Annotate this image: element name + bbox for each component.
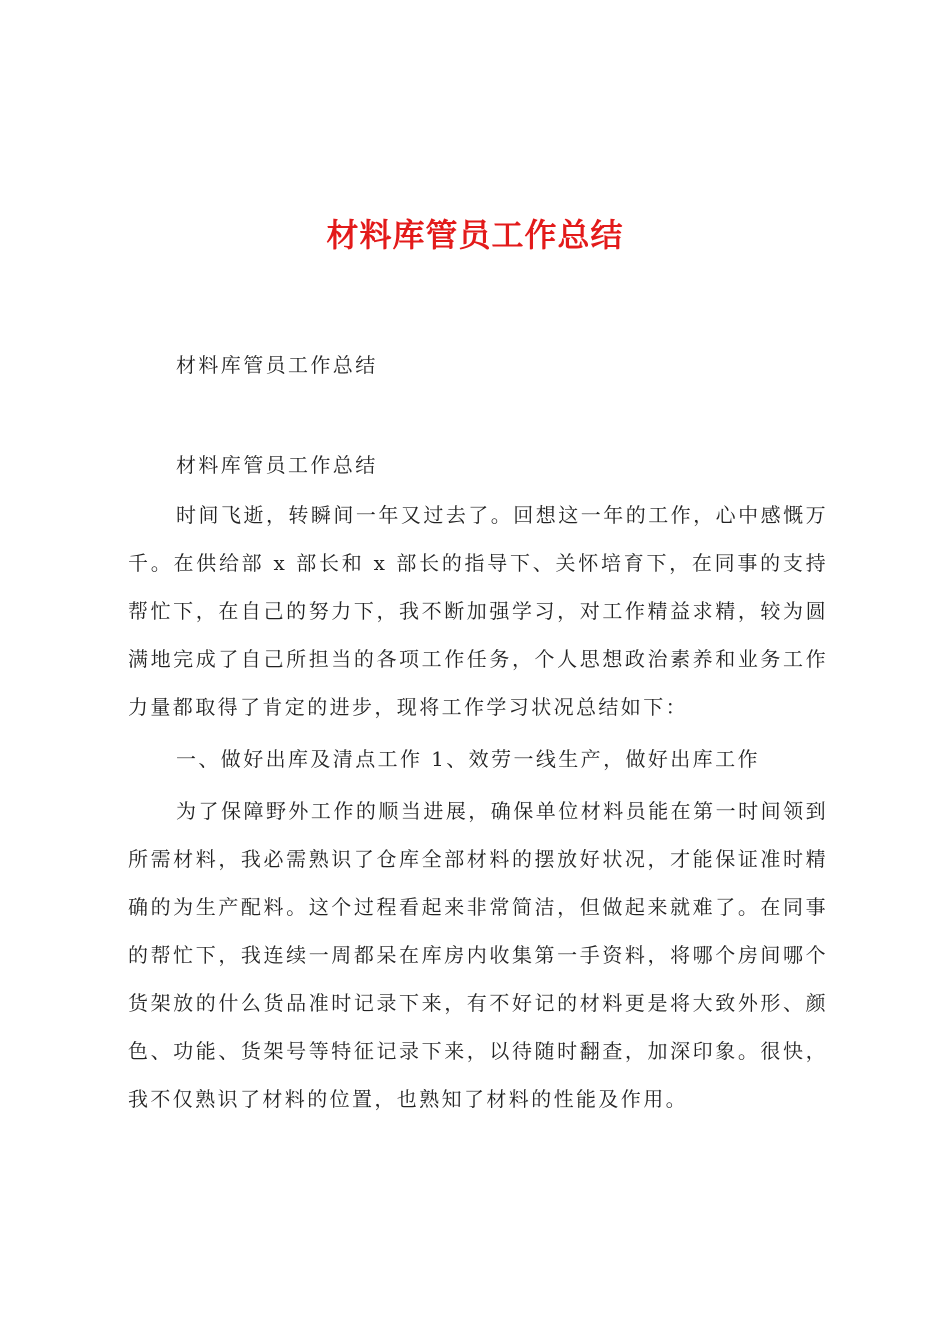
body-paragraph-intro: 时间飞逝，转瞬间一年又过去了。回想这一年的工作，心中感慨万千。在供给部 x 部长和 x 部长的指导下、关怀培育下，在同事的支持帮忙下，在自己的努力下，我不断加强学习，对工作精益求精，较为圆满地完成了自己所担当的各项工作任务，个人思想政治素养和业务工作力量都取得了肯定的进步，现将工作学习状况总结如下：: [128, 503, 828, 719]
body-paragraph-detail: 为了保障野外工作的顺当进展，确保单位材料员能在第一时间领到所需材料，我必需熟识了仓库全部材料的摆放好状况，才能保证准时精确的为生产配料。这个过程看起来非常简洁，但做起来就难了。在同事的帮忙下，我连续一周都呆在库房内收集第一手资料，将哪个房间哪个货架放的什么货品准时记录下来，有不好记的材料更是将大致外形、颜色、功能、货架号等特征记录下来，以待随时翻查，加深印象。很快，我不仅熟识了材料的位置，也熟知了材料的性能及作用。: [128, 799, 828, 1111]
document-body: [128, 491, 828, 1127]
document-subtitle-2: 材料库管员工作总结: [176, 453, 378, 477]
document-subtitle-1: 材料库管员工作总结: [176, 353, 378, 377]
document-title: 材料库管员工作总结: [326, 216, 624, 254]
body-paragraph-section-heading: 一、做好出库及清点工作 1、效劳一线生产，做好出库工作: [176, 747, 760, 771]
